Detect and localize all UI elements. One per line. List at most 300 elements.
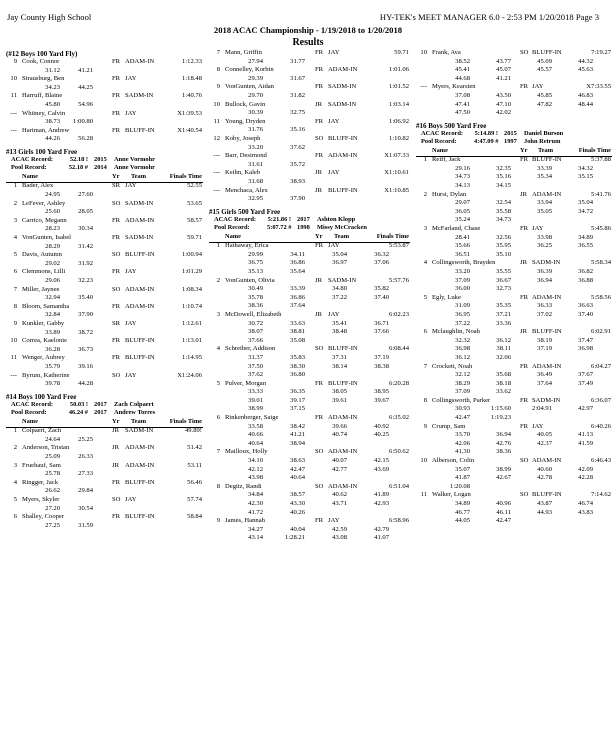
place: 10 (420, 457, 427, 465)
split-time: 36.39 (537, 267, 552, 275)
result-row (6, 355, 203, 364)
swimmer-year: FR (315, 49, 324, 56)
place: 7 (216, 448, 220, 456)
split-time: 36.86 (290, 293, 305, 301)
swimmer-year: SR (112, 319, 121, 327)
place: 4 (423, 259, 427, 267)
result-row (6, 373, 203, 382)
split-time: 31.68 (248, 177, 263, 185)
split-time: 42.37 (537, 439, 552, 447)
split-time: 30.34 (78, 225, 93, 233)
team: SADM-IN (532, 396, 561, 404)
header-yr: Yr (315, 232, 323, 240)
finals-time: 6:35.02 (389, 414, 409, 422)
split-row (416, 518, 612, 527)
place: 10 (213, 100, 220, 108)
split-time: 28.05 (78, 208, 93, 216)
split-time: 34.10 (248, 457, 263, 465)
split-time: 45.09 (537, 57, 552, 65)
place: 2 (13, 444, 17, 452)
split-time: 38.73 (45, 118, 60, 126)
place: 11 (10, 92, 17, 100)
result-row (209, 67, 410, 76)
swimmer-name: Rinkenberger, Saige (225, 414, 279, 422)
split-time: 36.67 (496, 276, 511, 284)
team: ADAM-IN (532, 293, 562, 301)
split-time: 29.02 (45, 259, 60, 267)
split-time: 44.93 (537, 508, 552, 516)
team: JAY (125, 371, 137, 379)
place: 9 (216, 83, 220, 91)
split-time: 26.62 (45, 487, 60, 495)
split-time: 40.66 (248, 431, 263, 439)
split-row (416, 209, 612, 218)
split-time: 38.05 (332, 388, 347, 396)
split-time: 34.72 (578, 207, 593, 215)
split-time: 35.08 (290, 336, 305, 344)
record-year: 1997 (504, 138, 517, 146)
place: --- (10, 371, 17, 379)
header-team: Team (131, 172, 147, 180)
split-time: 38.07 (248, 328, 263, 336)
split-time: 37.64 (537, 379, 552, 387)
split-time: 34.84 (248, 491, 263, 499)
split-time: 33.33 (248, 388, 263, 396)
swimmer-year: FR (520, 156, 529, 164)
split-time: 36.86 (290, 259, 305, 267)
split-time: 42.02 (496, 109, 511, 117)
header-name: Name (22, 417, 38, 425)
page-header (0, 0, 616, 50)
split-time: 33.70 (455, 431, 470, 439)
split-row (416, 243, 612, 252)
split-row (416, 510, 612, 519)
finals-time: 58.57 (187, 216, 202, 224)
split-time: 27.33 (78, 470, 93, 478)
swimmer-name: Collingsworth, Brayden (432, 259, 496, 267)
place: 1 (13, 182, 17, 190)
team: ADAM-IN (328, 414, 358, 422)
result-row (6, 59, 203, 68)
split-row (416, 475, 612, 484)
split-row (416, 312, 612, 321)
split-time: 31.67 (290, 74, 305, 82)
split-time: 43.77 (496, 57, 511, 65)
place: 8 (216, 66, 220, 74)
split-row (209, 467, 410, 476)
split-row (416, 67, 612, 76)
result-row (6, 497, 203, 506)
split-time: 32.23 (78, 276, 93, 284)
header-yr: Yr (520, 146, 528, 154)
split-time: 36.71 (374, 319, 389, 327)
swimmer-year: SO (315, 482, 324, 490)
split-time: 29.39 (248, 74, 263, 82)
split-time: 35.66 (455, 242, 470, 250)
split-time: 42.12 (248, 465, 263, 473)
swimmer-name: Hathaway, Erica (225, 242, 269, 250)
split-time: 40.25 (374, 431, 389, 439)
swimmer-year: FR (112, 478, 121, 486)
split-time: 35.41 (332, 319, 347, 327)
place: 3 (13, 461, 17, 469)
split-row (416, 381, 612, 390)
split-row (416, 278, 612, 287)
split-time: 42.76 (496, 439, 511, 447)
split-time: 35.64 (290, 267, 305, 275)
split-time: 36.98 (578, 345, 593, 353)
split-time: 44.05 (455, 517, 470, 525)
team: JAY (125, 182, 137, 190)
split-time: 40.60 (537, 465, 552, 473)
split-time: 47.10 (496, 100, 511, 108)
split-row (416, 110, 612, 119)
split-time: 42.09 (578, 465, 593, 473)
split-time: 33.36 (496, 319, 511, 327)
split-time: 33.58 (248, 422, 263, 430)
split-time: 36.35 (290, 388, 305, 396)
place: 1 (216, 242, 220, 250)
finals-time: 6:50.62 (389, 448, 409, 456)
split-time: 38.38 (374, 362, 389, 370)
finals-time: 53.11 (187, 461, 202, 469)
swimmer-name: Anderson, Tristan (22, 444, 70, 452)
split-time: 37.08 (455, 91, 470, 99)
split-time: 39.78 (45, 380, 60, 388)
team: ADAM-IN (328, 152, 358, 160)
record-year: 2014 (94, 164, 107, 172)
place: 3 (216, 310, 220, 318)
split-time: 33.94 (537, 199, 552, 207)
swimmer-name: Harruff, Blaine (22, 92, 63, 100)
split-time: 38.72 (78, 328, 93, 336)
split-time: 46.77 (455, 508, 470, 516)
result-row (6, 338, 203, 347)
split-time: 37.15 (290, 405, 305, 413)
result-row (6, 201, 203, 210)
team: BLUFF-IN (125, 513, 155, 521)
swimmer-year: SO (112, 495, 121, 503)
finals-time: 6:51.04 (389, 482, 409, 490)
result-row (6, 76, 203, 85)
finals-time: 1:10.74 (182, 302, 202, 310)
place: 8 (423, 396, 427, 404)
split-time: 41.72 (248, 508, 263, 516)
event-title: #14 Boys 100 Yard Free (6, 392, 77, 401)
swimmer-year: FR (112, 58, 121, 65)
split-time: 35.24 (455, 216, 470, 224)
split-time: 40.05 (537, 431, 552, 439)
split-time: 35.82 (374, 285, 389, 293)
split-time: 54.96 (78, 100, 93, 108)
place: 11 (420, 491, 427, 499)
split-time: 35.16 (496, 173, 511, 181)
split-time: 34.11 (290, 250, 305, 258)
split-row (416, 174, 612, 183)
place: --- (420, 83, 427, 91)
split-time: 40.96 (496, 500, 511, 507)
swimmer-year: SO (112, 251, 121, 259)
swimmer-name: LeFever, Ashley (22, 199, 66, 207)
place: --- (213, 186, 220, 194)
finals-time: 59.71 (394, 49, 409, 56)
split-time: 43.98 (248, 474, 263, 482)
split-time: 37.62 (248, 371, 263, 379)
split-time: 38.14 (332, 362, 347, 370)
swimmer-name: Keihn, Kaleb (225, 169, 261, 177)
split-time: 42.97 (578, 405, 593, 413)
place: 1 (423, 156, 427, 164)
split-time: 36.63 (578, 302, 593, 310)
school-name: Jay County High School (7, 12, 92, 22)
place: 1 (13, 427, 17, 435)
split-time: 37.09 (455, 388, 470, 396)
split-row (209, 535, 410, 544)
split-time: 34.27 (248, 525, 263, 533)
result-row (6, 111, 203, 120)
swimmer-name: Frank, Ava (432, 49, 461, 56)
split-time: 41.21 (290, 431, 305, 439)
header-yr: Yr (112, 417, 120, 425)
team: BLUFF-IN (532, 328, 562, 336)
split-time: 40.74 (332, 431, 347, 439)
split-time: 34.15 (496, 182, 511, 190)
split-time: 40.04 (290, 525, 305, 533)
swimmer-name: Crockett, Noah (432, 362, 473, 370)
swimmer-year: JR (315, 310, 322, 318)
finals-time: 6:58.96 (389, 517, 409, 525)
split-time: 29.16 (455, 164, 470, 172)
swimmer-name: VonGunten, Olivia (225, 276, 275, 284)
split-time: 42.47 (290, 465, 305, 473)
record-label: Pool Record: (11, 164, 47, 172)
finals-time: 53.65 (187, 199, 202, 207)
finals-time: 5:37.88 (591, 156, 611, 164)
finals-time: 6:04.27 (591, 362, 611, 370)
split-time: 41.07 (374, 534, 389, 542)
split-time: 38.30 (290, 362, 305, 370)
split-time: 28.41 (455, 233, 470, 241)
split-time: 38.63 (290, 457, 305, 465)
result-row (6, 218, 203, 227)
finals-time: 1:40.76 (182, 92, 202, 100)
result-row (6, 514, 203, 523)
split-time: 29.99 (248, 250, 263, 258)
place: 10 (10, 337, 17, 345)
place: --- (213, 169, 220, 177)
team: ADAM-IN (125, 285, 155, 293)
header-yr: Yr (112, 172, 120, 180)
split-time: 38.42 (290, 422, 305, 430)
team: ADAM-IN (532, 190, 562, 198)
finals-time: 7:14.62 (591, 491, 611, 499)
swimmer-year: SO (315, 448, 324, 456)
split-time: 38.29 (455, 379, 470, 387)
split-row (416, 441, 612, 450)
result-row (6, 235, 203, 244)
place: 6 (423, 328, 427, 336)
swimmer-name: Menchaca, Alex (225, 186, 268, 194)
split-time: 47.41 (455, 100, 470, 108)
swimmer-year: SO (520, 491, 529, 499)
result-row (6, 269, 203, 278)
split-time: 37.06 (374, 259, 389, 267)
record-time: 5:21.86 ! (267, 215, 291, 223)
split-time: 42.77 (332, 465, 347, 473)
split-time: 48.44 (578, 100, 593, 108)
split-time: 36.94 (537, 276, 552, 284)
swimmer-year: FR (520, 83, 529, 91)
team: BLUFF-IN (125, 354, 155, 362)
place: 10 (420, 49, 427, 56)
split-time: 25.25 (78, 435, 93, 443)
result-row (209, 84, 410, 93)
swimmer-year: FR (112, 302, 121, 310)
swimmer-name: Kunkler, Gabby (22, 319, 65, 327)
split-time: 36.82 (578, 267, 593, 275)
finals-time: 5:58.56 (591, 293, 611, 301)
split-time: 38.36 (496, 448, 511, 456)
team: SADM-IN (125, 199, 154, 207)
record-year: 2017 (94, 409, 107, 417)
split-time: 37.50 (248, 362, 263, 370)
split-time: 35.04 (332, 250, 347, 258)
split-time: 36.73 (78, 345, 93, 353)
swimmer-year: FR (315, 414, 324, 422)
result-row (6, 287, 203, 296)
split-time: 32.73 (496, 285, 511, 293)
split-time: 26.33 (78, 452, 93, 460)
swimmer-name: Koby, Joseph (225, 134, 261, 142)
split-time: 47.82 (537, 100, 552, 108)
split-time: 31.12 (45, 66, 60, 74)
finals-time: 1:06.92 (389, 117, 409, 125)
record-holder: Daniel Burson (524, 129, 564, 137)
finals-time: 1:12.33 (182, 58, 202, 65)
split-time: 29.84 (78, 487, 93, 495)
split-row (6, 523, 203, 532)
split-row (209, 398, 410, 407)
split-time: 47.50 (455, 109, 470, 117)
swimmer-name: Walker, Logan (432, 491, 471, 499)
split-time: 40.64 (248, 439, 263, 447)
swimmer-year: FR (112, 234, 121, 241)
split-time: 35.10 (496, 250, 511, 258)
record-label: Pool Record: (214, 224, 250, 232)
swimmer-year: JR (112, 461, 119, 469)
team: ADAM-IN (125, 444, 155, 452)
finals-time: 6:40.26 (591, 422, 611, 430)
place: 7 (216, 49, 220, 56)
event-title: #13 Girls 100 Yard Free (6, 147, 78, 156)
split-time: 46.11 (496, 508, 511, 516)
split-time: 42.67 (496, 474, 511, 482)
place: 11 (213, 117, 220, 125)
split-time: 32.06 (496, 353, 511, 361)
swimmer-year: FR (112, 268, 121, 276)
split-time: 34.13 (455, 182, 470, 190)
place: 2 (216, 276, 220, 284)
place: 8 (216, 482, 220, 490)
record-year: 2015 (504, 129, 517, 137)
finals-time: 6:46.43 (591, 457, 611, 465)
team: JAY (125, 495, 137, 503)
split-row (416, 346, 612, 355)
split-time: 33.39 (290, 285, 305, 293)
split-row (209, 329, 410, 338)
swimmer-name: Wenger, Aubrey (22, 354, 65, 362)
split-time: 44.26 (45, 135, 60, 143)
swimmer-name: James, Hannah (225, 517, 265, 525)
split-time: 42.47 (455, 414, 470, 422)
split-time: 42.15 (374, 457, 389, 465)
swimmer-name: Hurst, Dylan (432, 190, 467, 198)
event-title: (#12 Boys 100 Yard Fly) (6, 50, 78, 58)
split-time: 34.89 (455, 500, 470, 507)
split-time: 34.80 (332, 285, 347, 293)
team: JAY (328, 117, 340, 125)
place: 4 (13, 234, 17, 241)
event-title: #15 Girls 500 Yard Free (209, 207, 281, 216)
place: 5 (13, 251, 17, 259)
split-time: 40.26 (290, 508, 305, 516)
split-time: 29.70 (248, 91, 263, 99)
team: JAY (125, 109, 137, 117)
place: 9 (13, 58, 17, 65)
swimmer-year: FR (520, 225, 529, 232)
result-row (6, 304, 203, 313)
team: SADM-IN (125, 234, 154, 241)
swimmer-year: SO (112, 285, 121, 293)
split-time: 38.19 (537, 336, 552, 344)
swimmer-name: McFarland, Chase (432, 225, 481, 232)
split-time: 38.94 (290, 439, 305, 447)
swimmer-name: Collingsworth, Parker (432, 396, 491, 404)
result-row (209, 170, 410, 179)
split-time: 30.72 (248, 319, 263, 327)
results-column-1 (6, 50, 203, 534)
swimmer-year: SO (315, 134, 324, 142)
finals-time: 6:08.44 (389, 345, 409, 353)
split-time: 27.60 (78, 191, 93, 199)
split-time: 42.78 (537, 474, 552, 482)
record-label: ACAC Record: (11, 155, 54, 163)
split-time: 35.55 (496, 267, 511, 275)
swimmer-year: JR (112, 427, 119, 435)
finals-time: 5:58.34 (591, 259, 611, 267)
swimmer-year: JR (315, 100, 322, 108)
finals-time: 1:12.61 (182, 319, 202, 327)
swimmer-name: VonGunten, Isabel (22, 234, 71, 241)
header-name: Name (225, 232, 241, 240)
split-time: 25.78 (45, 470, 60, 478)
result-row (6, 321, 203, 330)
split-time: 45.07 (496, 66, 511, 74)
split-time: 38.11 (496, 345, 511, 353)
split-time: 37.09 (455, 276, 470, 284)
header-finals: Finals Time (578, 146, 611, 154)
team: SADM-IN (125, 427, 154, 435)
team: JAY (328, 49, 340, 56)
split-time: 32.12 (455, 371, 470, 379)
record-time: 4:47.09 # (474, 138, 499, 146)
split-time: 32.84 (45, 311, 60, 319)
swimmer-year: SO (112, 371, 121, 379)
split-time: 37.31 (332, 353, 347, 361)
split-time: 41.13 (578, 431, 593, 439)
swimmer-name: McDowell, Elizabeth (225, 310, 282, 318)
place: 9 (423, 422, 427, 430)
